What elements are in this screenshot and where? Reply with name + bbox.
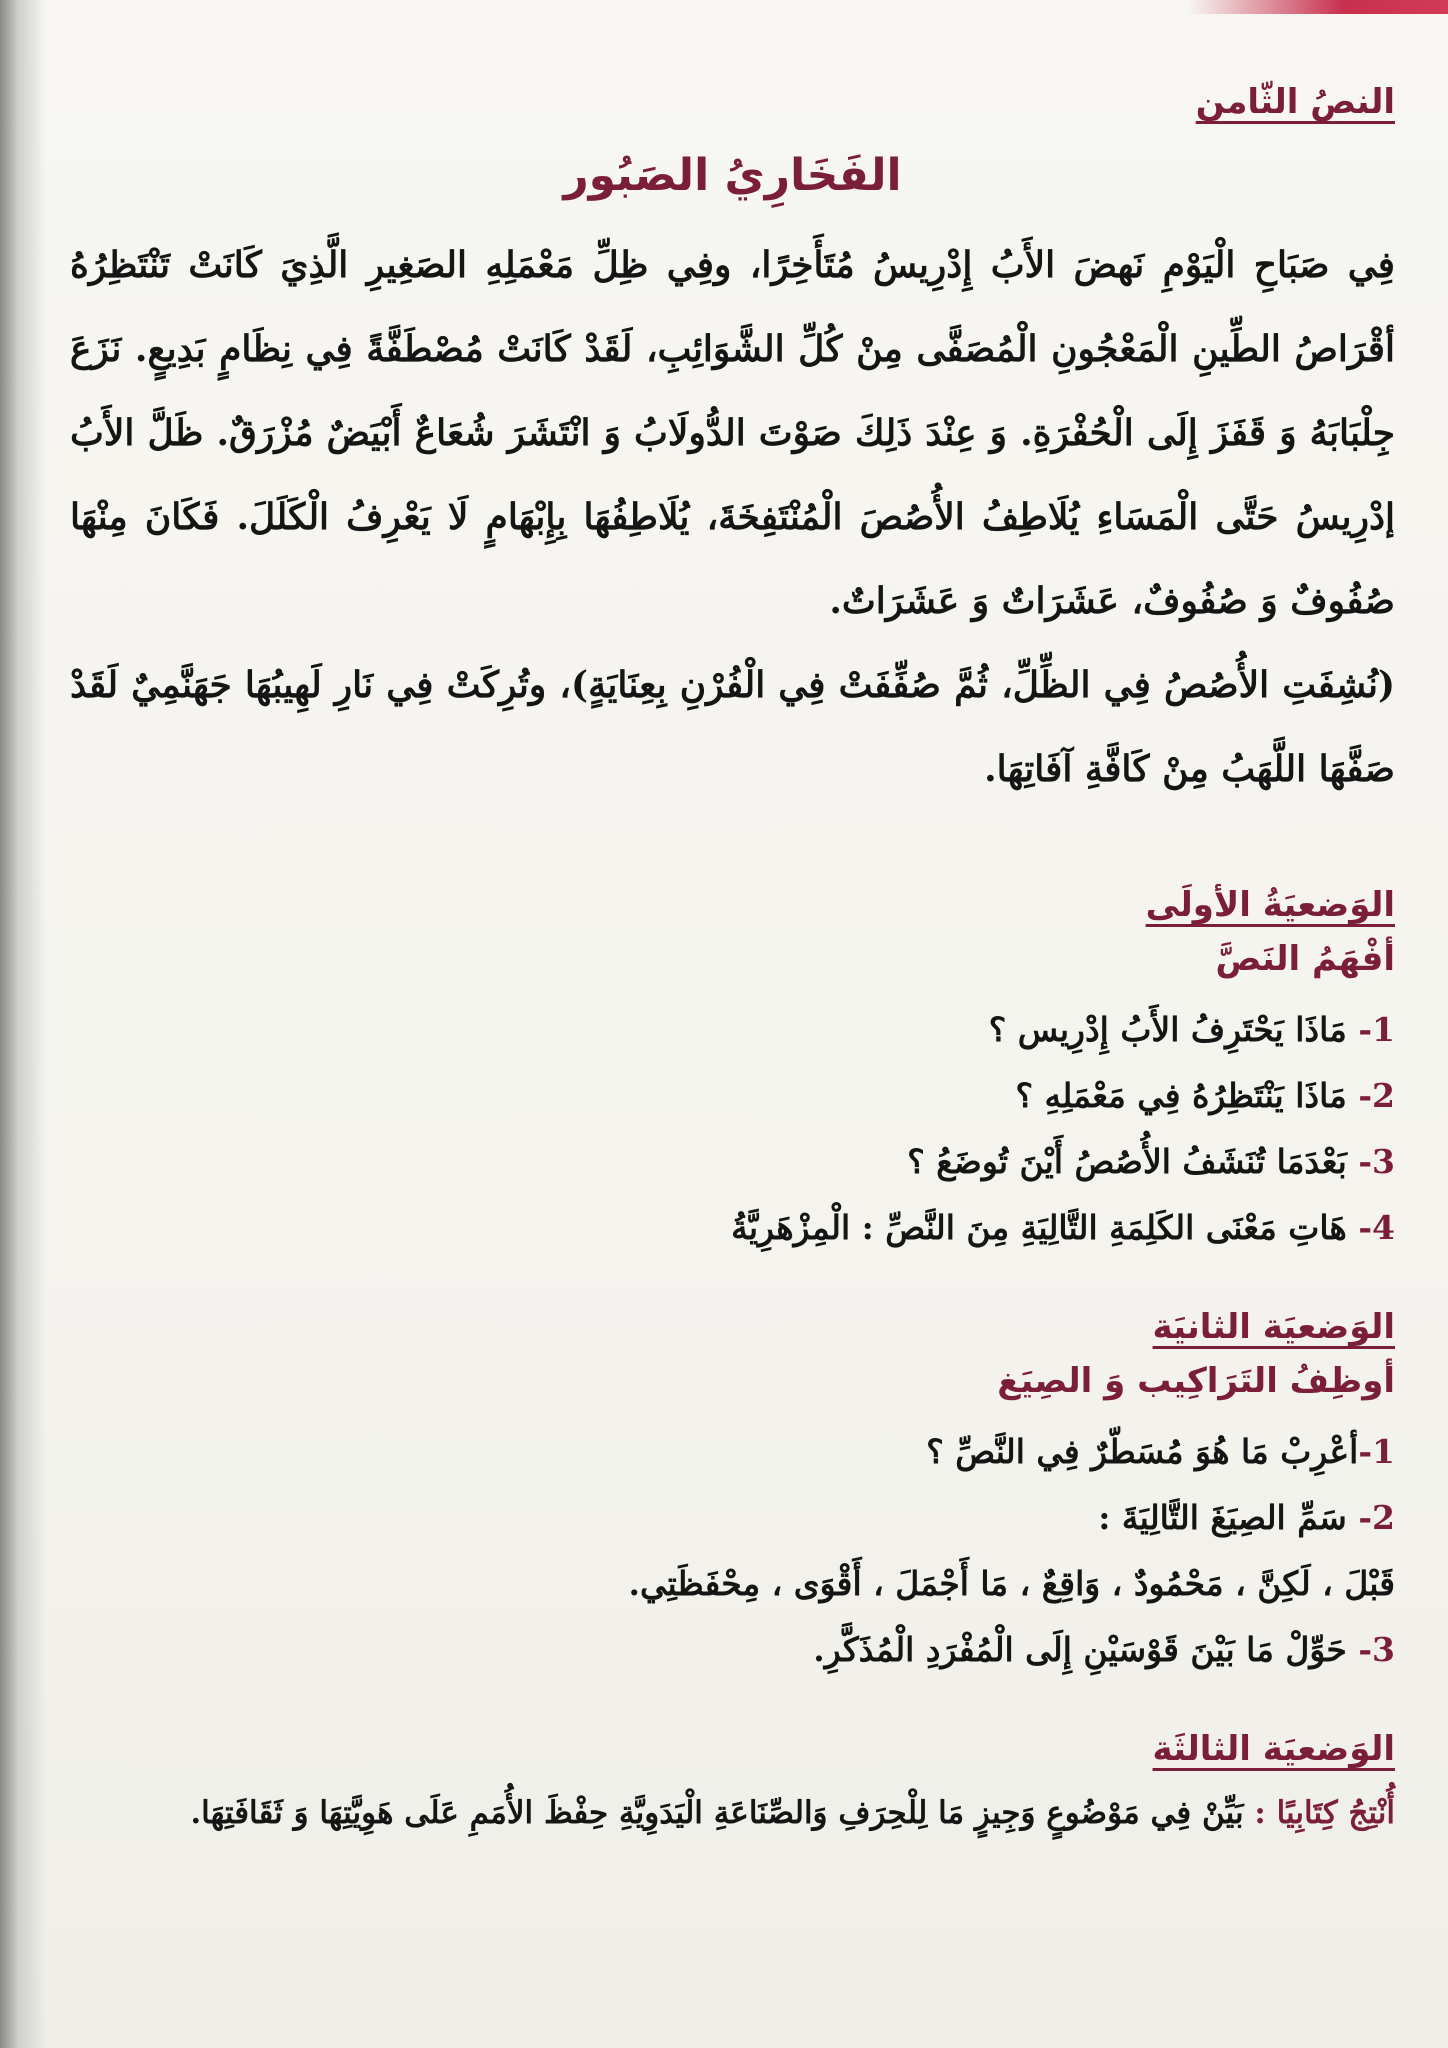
text-number-label: النصُ الثّامن [1195, 82, 1395, 122]
section-1-heading: الوَضعيَةُ الأولَى [1145, 885, 1395, 926]
question-text: هَاتِ مَعْنَى الكَلِمَةِ التَّالِيَةِ مِنَ النَّصِّ : الْمِزْهَرِيَّةُ [731, 1208, 1347, 1248]
reading-passage: فِي صَبَاحِ الْيَوْمِ نَهضَ الأَبُ إِدْرِيسُ مُتَأَخِرًا، وفِي ظِلِّ مَعْمَلِهِ الصَغِيرِ الَّذِيَ كَانَتْ تَنْتَظِرُهُ أقْرَاصُ الطِّينِ الْمَعْجُونِ الْمُصَفَّى مِنْ كُلِّ الشَّوَائِبِ، لَقَدْ كَانَتْ مُصْطَفَّةً فِي نِظَامٍ بَدِيعٍ. نَزَعَ جِلْبَابَهُ وَ قَفَزَ إِلَى الْحُفْرَةِ. وَ عِنْدَ ذَلِكَ صَوْتَ الدُّولَابُ وَ انْتَشَرَ شُعَاعٌ أَبْيَضٌ مُزْرَقٌ. ظَلَّ الأَبُ إدْرِيسُ حَتَّى الْمَسَاءِ يُلَاطِفُ الأُصُصَ الْمُنْتَفِخَةَ، يُلَاطِفُهَا بِإِبْهَامٍ لَا يَعْرِفُ الْكَلَلَ. فَكَانَ مِنْهَا صُفُوفٌ وَ صُفُوفٌ، عَشَرَاتٌ وَ عَشَرَاتٌ. [70, 244, 1395, 623]
question-text: قَبْلَ ، لَكِنَّ ، مَحْمُودٌ ، وَاقِعٌ ، مَا أَجْمَلَ ، أَقْوَى ، مِحْفَظَتِي. [628, 1564, 1395, 1604]
question-text: أعْرِبْ مَا هُوَ مُسَطّرٌ فِي النَّصِّ ؟ [926, 1432, 1359, 1472]
binding-shadow [0, 0, 46, 2048]
question-number: 2- [1358, 1076, 1395, 1116]
text-title: الفَخَارِيُ الصَبُور [563, 150, 902, 202]
section-2-heading: الوَضعيَة الثانيَة [1152, 1307, 1395, 1348]
page-edge-stripe [1188, 0, 1448, 14]
question-number: 1- [1358, 1432, 1395, 1472]
question-item [70, 1063, 1395, 1129]
question-number: 1- [1358, 1010, 1395, 1050]
writing-task [70, 1783, 1395, 1843]
question-text: حَوِّلْ مَا بَيْنَ قَوْسَيْنِ إِلَى الْمُفْرَدِ الْمُذَكَّرِ. [813, 1630, 1347, 1670]
question-text: بَعْدَمَا تُنَشَفُ الأُصُصُ أَيْنَ تُوضَعُ ؟ [907, 1142, 1347, 1182]
question-item [70, 1617, 1395, 1683]
section-3-heading: الوَضعيَة الثالثَة [1152, 1729, 1395, 1770]
question-item [70, 1129, 1395, 1195]
section-1-subheading: أفْهَمُ النَصَّ [1215, 939, 1395, 980]
question-text: مَاذَا يَنْتَظِرُهُ فِي مَعْمَلِهِ ؟ [1015, 1076, 1347, 1116]
question-number: 4- [1358, 1208, 1395, 1248]
reading-passage-continued: (نُشِفَتِ الأُصُصُ فِي الظِّلِّ، ثُمَّ صُفِّفَتْ فِي الْفُرْنِ بِعِنَايَةٍ)، وتُرِكَتْ فِي نَارِ لَهِيبُهَا جَهَنَّمِيٌ لَقَدْ صَفَّهَا اللَّهَبُ مِنْ كَافَّةِ آفَاتِهَا. [70, 664, 1395, 791]
question-item [70, 1195, 1395, 1261]
question-number: 2- [1358, 1498, 1395, 1538]
question-item [70, 1485, 1395, 1551]
question-item [70, 1419, 1395, 1485]
section-2-subheading: أوظِفُ التَرَاكِيب وَ الصِيَغ [997, 1361, 1395, 1402]
question-text: مَاذَا يَحْتَرِفُ الأَبُ إِدْرِيس ؟ [988, 1010, 1347, 1050]
question-number: 3- [1358, 1142, 1395, 1182]
question-number: 3- [1358, 1630, 1395, 1670]
question-item [70, 1551, 1395, 1617]
writing-task-text: بَيِّنْ فِي مَوْضُوعٍ وَجِيزٍ مَا لِلْحِرَفِ وَالصِّنَاعَةِ الْيَدَوِيَّةِ حِفْظَ الأُمَمِ عَلَى هَوِيَّتِهَا وَ ثَقَافَتِهَا. [190, 1795, 1244, 1832]
writing-task-label: أُنْتِجُ كِتَابِيًا : [1254, 1795, 1395, 1832]
question-item [70, 997, 1395, 1063]
question-text: سَمِّ الصِيَغَ التَّالِيَةَ : [1098, 1498, 1347, 1538]
worksheet [70, 80, 1395, 2020]
